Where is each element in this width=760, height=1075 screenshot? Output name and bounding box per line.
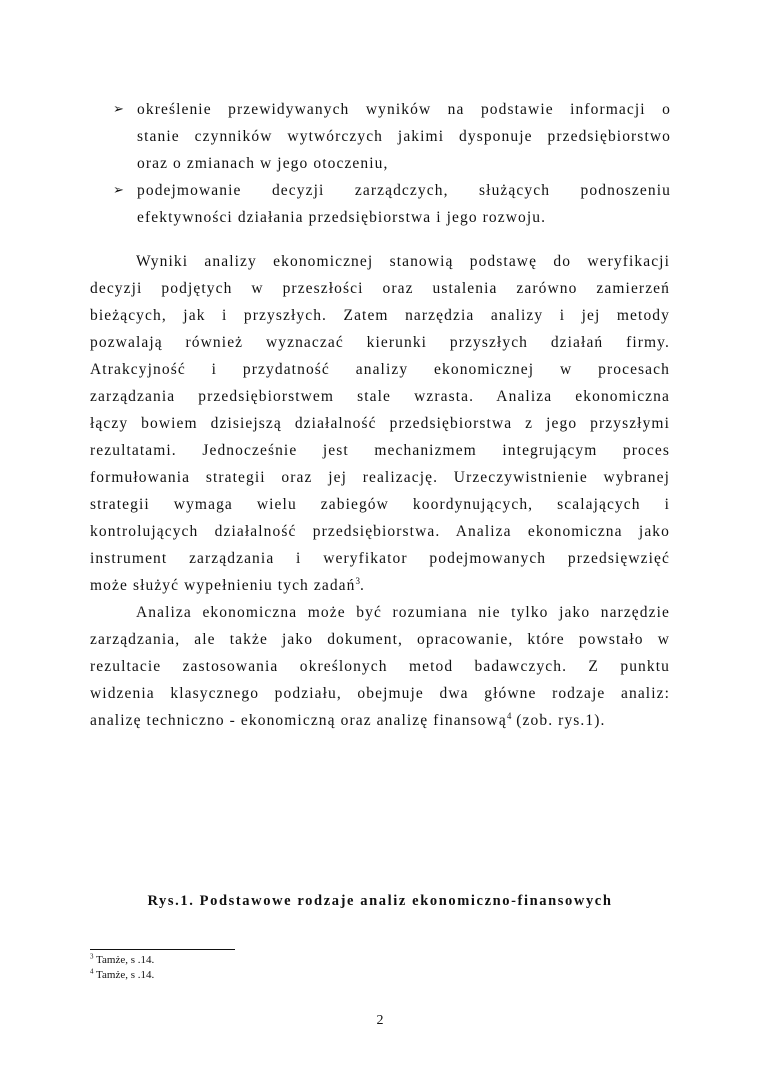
bullet-line: określenie przewidywanych wyników na podstawie informacji o: [137, 101, 671, 118]
figure-caption: Rys.1. Podstawowe rodzaje analiz ekonomiczno-finansowych: [147, 893, 613, 909]
body-text: [90, 248, 670, 734]
paragraph: [90, 599, 670, 734]
paragraph-line: [90, 707, 670, 734]
bullet-line: efektywności działania przedsiębiorstwa i jego rozwoju.: [137, 209, 547, 226]
paragraph-line-end: .: [360, 577, 365, 594]
footnotes: [90, 953, 154, 983]
page-number: 2: [376, 1013, 384, 1028]
paragraph-line: strategii wymaga wielu zabiegów koordynujących, scalających i: [90, 496, 670, 513]
paragraph-line: Analiza ekonomiczna może być rozumiana nie tylko jako narzędzie: [136, 604, 670, 621]
footnote-reference: 4: [506, 710, 512, 721]
footnote: [90, 953, 154, 968]
footnote-separator: [90, 949, 235, 950]
paragraph-line: kontrolujących działalność przedsiębiorstwa. Analiza ekonomiczna jako: [90, 523, 670, 540]
footnote-reference: 3: [355, 575, 361, 586]
paragraph-line: [90, 572, 670, 599]
paragraph-line: łączy bowiem dzisiejszą działalność przedsiębiorstwa z jego przyszłymi: [90, 415, 670, 432]
footnote-text: Tamże, s .14.: [93, 954, 155, 966]
paragraph-line: widzenia klasycznego podziału, obejmuje dwa główne rodzaje analiz:: [90, 685, 670, 702]
arrowhead-bullet-icon: ➢: [113, 183, 124, 198]
footnote-number: 4: [90, 967, 94, 976]
paragraph-line: bieżących, jak i przyszłych. Zatem narzędzia analizy i jej metody: [90, 307, 670, 324]
footnote-text: Tamże, s .14.: [93, 969, 155, 981]
bullet-line: stanie czynników wytwórczych jakimi dysponuje przedsiębiorstwo: [137, 128, 671, 145]
footnote: [90, 968, 154, 983]
paragraph: [90, 248, 670, 599]
paragraph-line: zarządzania, ale także jako dokument, opracowanie, które powstało w: [90, 631, 670, 648]
paragraph-line-text: analizę techniczno - ekonomiczną oraz analizę finansową: [90, 712, 507, 729]
bullet-list: [113, 96, 671, 231]
paragraph-line-text: może służyć wypełnieniu tych zadań: [90, 577, 356, 594]
footnote-number: 3: [90, 952, 94, 961]
paragraph-line: decyzji podjętych w przeszłości oraz ustalenia zarówno zamierzeń: [90, 280, 670, 297]
paragraph-line: formułowania strategii oraz jej realizację. Urzeczywistnienie wybranej: [90, 469, 670, 486]
paragraph-line: rezultacie zastosowania określonych metod badawczych. Z punktu: [90, 658, 670, 675]
bullet-item: [113, 177, 671, 231]
paragraph-line: instrument zarządzania i weryfikator podejmowanych przedsięwzięć: [90, 550, 670, 567]
bullet-item: [113, 96, 671, 177]
paragraph-line: zarządzania przedsiębiorstwem stale wzrasta. Analiza ekonomiczna: [90, 388, 670, 405]
arrowhead-bullet-icon: ➢: [113, 102, 124, 117]
paragraph-line: pozwalają również wyznaczać kierunki przyszłych działań firmy.: [90, 334, 670, 351]
paragraph-line: Wyniki analizy ekonomicznej stanowią podstawę do weryfikacji: [136, 253, 670, 270]
bullet-line: oraz o zmianach w jego otoczeniu,: [137, 155, 389, 172]
bullet-line: podejmowanie decyzji zarządczych, służących podnoszeniu: [137, 182, 671, 199]
paragraph-line: Atrakcyjność i przydatność analizy ekonomicznej w procesach: [90, 361, 670, 378]
paragraph-line-end: (zob. rys.1).: [511, 712, 606, 729]
paragraph-line: rezultatami. Jednocześnie jest mechanizmem integrującym proces: [90, 442, 670, 459]
